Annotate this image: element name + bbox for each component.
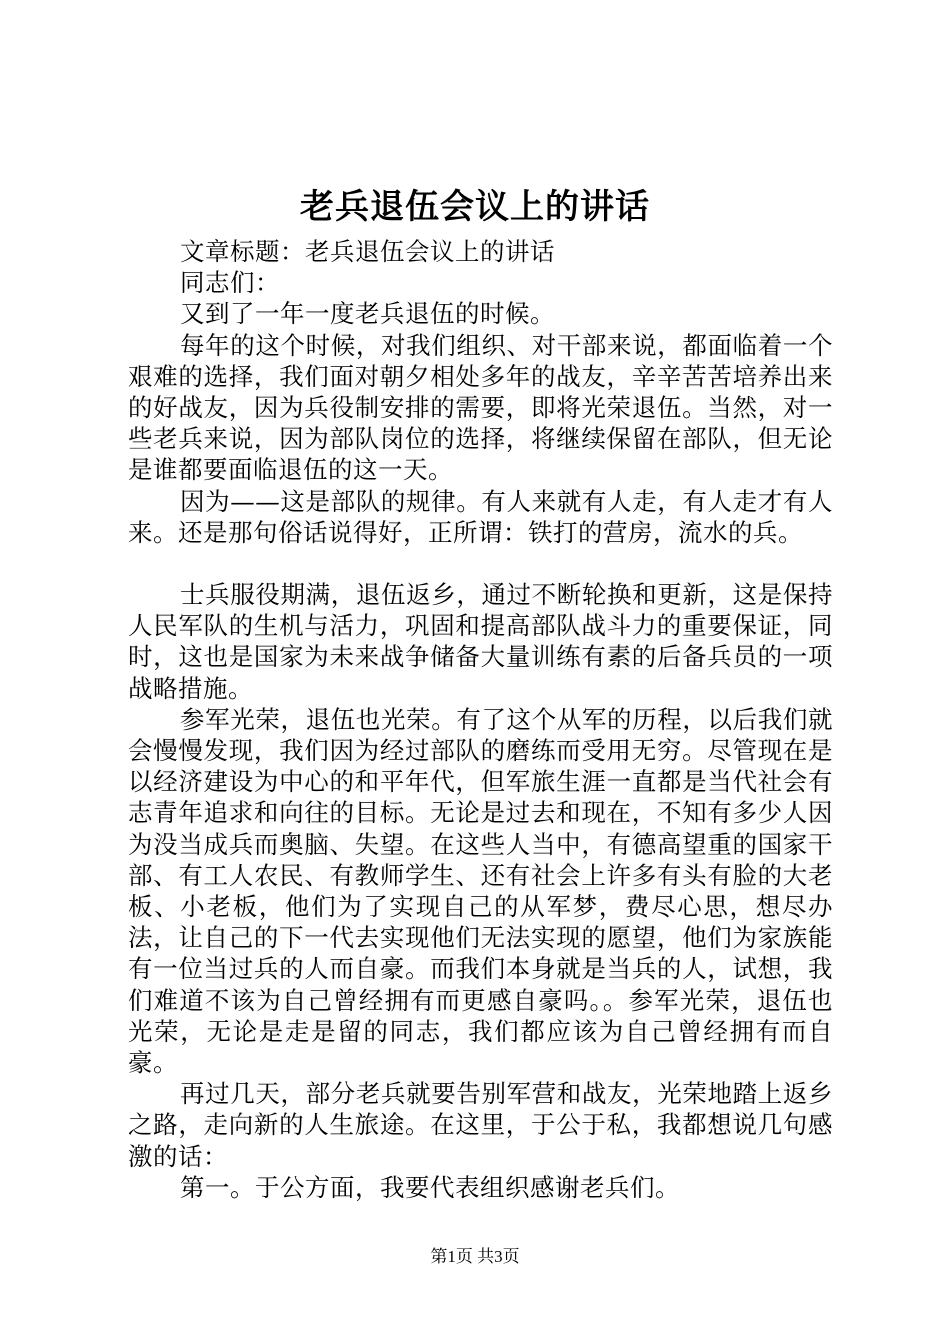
document-body	[128, 236, 833, 1203]
paragraph: 第一。于公方面，我要代表组织感谢老兵们。	[180, 1172, 680, 1202]
paragraph: 参军光荣，退伍也光荣。有了这个从军的历程，以后我们就会慢慢发现，我们因为经过部队的磨练而受用无穷。尽管现在是以经济建设为中心的和平年代，但军旅生涯一直都是当代社会有志青年追求和向往的目标。无论是过去和现在，不知有多少人因为没当成兵而奥脑、失望。在这些人当中，有德高望重的国家干部、有工人农民、有教师学生、还有社会上许多有头有脸的大老板、小老板，他们为了实现自己的从军梦，费尽心思，想尽办法，让自己的下一代去实现他们无法实现的愿望，他们为家族能有一位当过兵的人而自豪。而我们本身就是当兵的人，试想，我们难道不该为自己曾经拥有而更感自豪吗。。参军光荣，退伍也光荣，无论是走是留的同志，我们都应该为自己曾经拥有而自豪。	[128, 704, 833, 1078]
page-footer: 第1页 共3页	[430, 1247, 520, 1266]
document-title: 老兵退伍会议上的讲话	[300, 187, 650, 227]
paragraph-salutation: 同志们：	[180, 268, 280, 298]
paragraph: 每年的这个时候，对我们组织、对干部来说，都面临着一个艰难的选择，我们面对朝夕相处多年的战友，辛辛苦苦培养出来的好战友，因为兵役制安排的需要，即将光荣退伍。当然，对一些老兵来说，因为部队岗位的选择，将继续保留在部队，但无论是谁都要面临退伍的这一天。	[128, 330, 833, 485]
paragraph: 因为——这是部队的规律。有人来就有人走，有人走才有人来。还是那句俗话说得好，正所谓：铁打的营房，流水的兵。	[128, 486, 833, 547]
paragraph-opening: 又到了一年一度老兵退伍的时候。	[180, 299, 555, 329]
paragraph-article-title: 文章标题：老兵退伍会议上的讲话	[180, 237, 555, 266]
paragraph: 士兵服役期满，退伍返乡，通过不断轮换和更新，这是保持人民军队的生机与活力，巩固和提高部队战斗力的重要保证，同时，这也是国家为未来战争储备大量训练有素的后备兵员的一项战略措施。	[128, 580, 833, 703]
paragraph: 再过几天，部分老兵就要告别军营和战友，光荣地踏上返乡之路，走向新的人生旅途。在这里，于公于私，我都想说几句感激的话：	[128, 1079, 833, 1171]
